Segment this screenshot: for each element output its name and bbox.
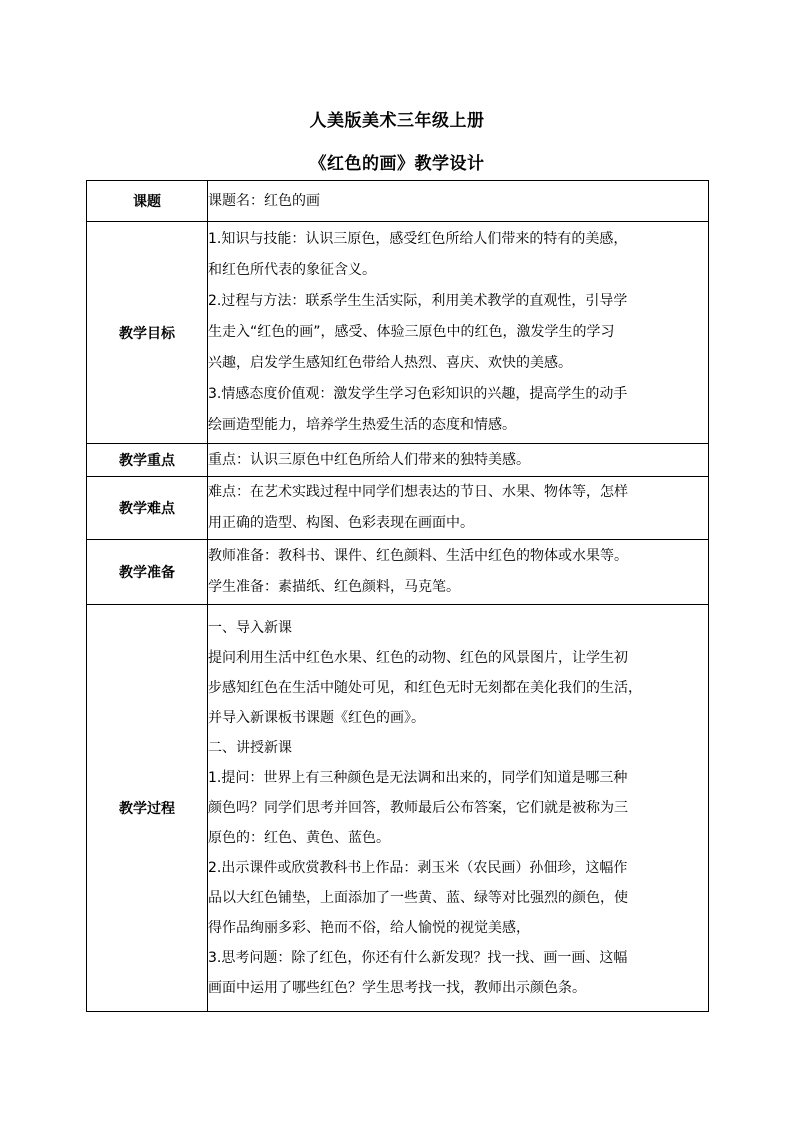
content-line: 3.情感态度价值观：激发学生学习色彩知识的兴趣，提高学生的动手	[208, 386, 628, 402]
content-line: 教师准备：教科书、课件、红色颜料、生活中红色的物体或水果等。	[208, 548, 628, 564]
content-line: 生走入“红色的画”，感受、体验三原色中的红色，激发学生的学习	[208, 324, 615, 340]
content-line: 1.知识与技能：认识三原色，感受红色所给人们带来的特有的美感，	[208, 231, 628, 247]
content-line: 步感知红色在生活中随处可见，和红色无时无刻都在美化我们的生活，	[208, 680, 642, 696]
content-line: 颜色吗？同学们思考并回答，教师最后公布答案，它们就是被称为三	[208, 800, 628, 816]
content-line: 提问利用生活中红色水果、红色的动物、红色的风景图片，让学生初	[208, 650, 628, 666]
row-content-objectives	[208, 222, 709, 444]
content-line: 绘画造型能力，培养学生热爱生活的态度和情感。	[208, 417, 516, 433]
row-content-preparation	[208, 540, 709, 605]
document-subtitle: 《红色的画》教学设计	[309, 154, 485, 174]
content-line: 难点：在艺术实践过程中同学们想表达的节日、水果、物体等，怎样	[208, 484, 628, 500]
row-label-objectives: 教学目标	[87, 222, 208, 444]
content-line: 3.思考问题：除了红色，你还有什么新发现？找一找、画一画、这幅	[208, 950, 628, 966]
row-label-difficulties: 教学难点	[87, 477, 208, 540]
content-line: 二、讲授新课	[208, 740, 292, 756]
content-line: 得作品绚丽多彩、艳而不俗，给人愉悦的视觉美感，	[208, 920, 530, 936]
document-title: 人美版美术三年级上册	[309, 111, 485, 131]
content-line: 画面中运用了哪些红色？学生思考找一找，教师出示颜色条。	[208, 980, 586, 996]
content-line: 2.过程与方法：联系学生生活实际，利用美术教学的直观性，引导学	[208, 293, 628, 309]
content-line: 用正确的造型、构图、色彩表现在画面中。	[208, 515, 474, 531]
content-line: 课题名：红色的画	[208, 192, 320, 209]
table-row	[87, 477, 709, 540]
row-label-process: 教学过程	[87, 605, 208, 1012]
table-row	[87, 444, 709, 477]
row-content-difficulties	[208, 477, 709, 540]
content-line: 品以大红色铺垫，上面添加了一些黄、蓝、绿等对比强烈的颜色，使	[208, 890, 628, 906]
row-label-topic: 课题	[87, 181, 208, 222]
row-content-topic	[208, 181, 709, 222]
table-row	[87, 540, 709, 605]
row-label-key-points: 教学重点	[87, 444, 208, 477]
table-row	[87, 605, 709, 1012]
content-line: 原色的：红色、黄色、蓝色。	[208, 830, 390, 846]
row-content-process	[208, 605, 709, 1012]
content-line: 学生准备：素描纸、红色颜料，马克笔。	[208, 579, 460, 595]
row-content-key-points	[208, 444, 709, 477]
content-line: 兴趣，启发学生感知红色带给人热烈、喜庆、欢快的美感。	[208, 355, 572, 371]
content-line: 并导入新课板书课题《红色的画》。	[208, 710, 425, 726]
table-row	[87, 181, 709, 222]
content-line: 一、导入新课	[208, 620, 292, 636]
row-label-preparation: 教学准备	[87, 540, 208, 605]
content-line: 1.提问：世界上有三种颜色是无法调和出来的，同学们知道是哪三种	[208, 770, 628, 786]
content-line: 2.出示课件或欣赏教科书上作品：剥玉米（农民画）孙佃珍，这幅作	[208, 860, 628, 876]
table-row	[87, 222, 709, 444]
lesson-plan-table	[86, 180, 709, 1012]
content-line: 重点：认识三原色中红色所给人们带来的独特美感。	[208, 451, 530, 468]
content-line: 和红色所代表的象征含义。	[208, 262, 376, 278]
